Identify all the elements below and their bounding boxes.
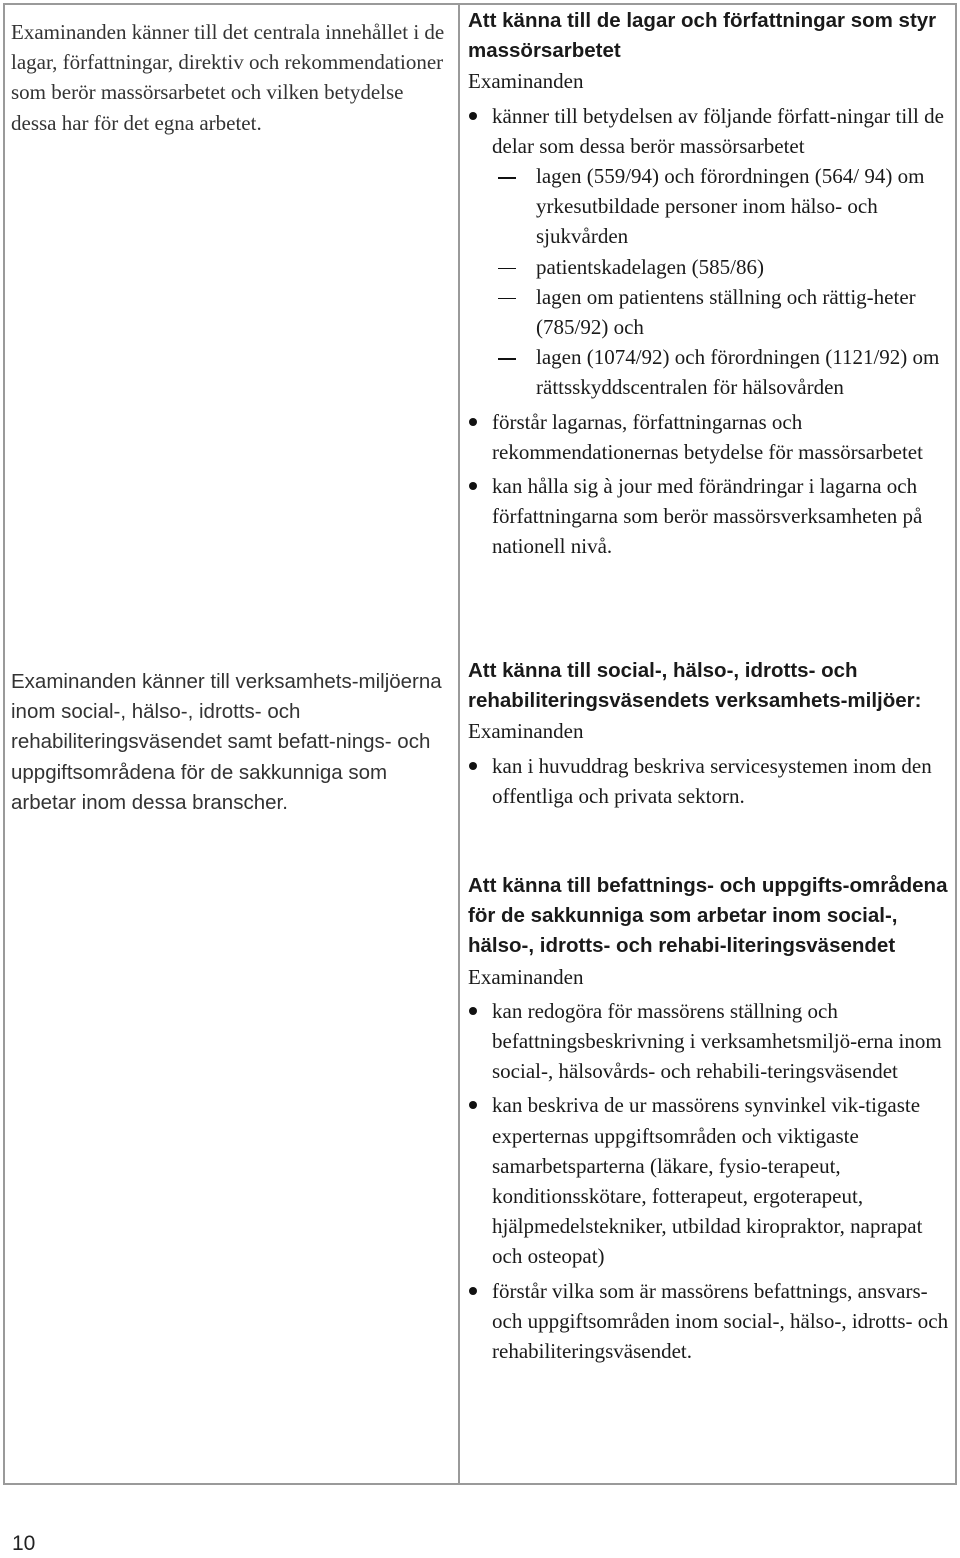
- section-heading: Att känna till befattnings- och uppgifts-områdena för de sakkunniga som arbetar inom social-, hälso-, idrotts- och rehabi-literingsväsendet: [468, 874, 948, 958]
- dash-item: lagen om patientens ställning och rättig-heter (785/92) och: [492, 282, 951, 342]
- dash-list: [492, 161, 951, 403]
- dash-item: patientskadelagen (585/86): [492, 252, 951, 282]
- bullet-list: [468, 996, 951, 1366]
- page-number: 10: [12, 1532, 36, 1555]
- bullet-item: förstår vilka som är massörens befattnings, ansvars- och uppgiftsområden inom social-, hälso-, idrotts- och rehabiliteringsväsendet.: [468, 1276, 951, 1367]
- bullet-item: förstår lagarnas, författningarnas och rekommendationernas betydelse för massörsarbetet: [468, 407, 951, 467]
- left-paragraph-1: Examinanden känner till det centrala innehållet i de lagar, författningar, direktiv och rekommendationer som berör massörsarbetet och vilken betydelse dessa har för det egna arbetet.: [11, 20, 445, 135]
- bullet-list: [468, 101, 951, 562]
- bullet-item: kan i huvuddrag beskriva servicesystemen inom den offentliga och privata sektorn.: [468, 751, 951, 811]
- bullet-item: kan redogöra för massörens ställning och befattningsbeskrivning i verksamhetsmiljö-erna inom social-, hälsovårds- och rehabili-teringsväsendet: [468, 996, 951, 1087]
- section-roles: [468, 871, 951, 1370]
- section-subhead: Examinanden: [468, 964, 584, 989]
- right-column: [458, 3, 957, 1485]
- left-column: [3, 3, 458, 1485]
- dash-item: lagen (559/94) och förordningen (564/ 94) om yrkesutbildade personer inom hälso- och sjukvården: [492, 161, 951, 252]
- bullet-item: kan hålla sig à jour med förändringar i lagarna och författningarna som berör massörsverksamheten på nationell nivå.: [468, 471, 951, 562]
- section-heading: Att känna till de lagar och författningar som styr massörsarbetet: [468, 9, 937, 63]
- section-environments: [468, 656, 951, 815]
- bullet-list: [468, 751, 951, 811]
- section-subhead: Examinanden: [468, 719, 584, 744]
- section-laws: [468, 6, 951, 566]
- bullet-item: kan beskriva de ur massörens synvinkel vik-tigaste experternas uppgiftsområden och viktigaste samarbetsparterna (läkare, fysio-terapeut, konditionsskötare, fotterapeut, ergoterapeut, hjälpmedelstekniker, utbildad kiropraktor, naprapat och osteopat): [468, 1090, 951, 1271]
- bullet-item: [468, 101, 951, 403]
- bullet-text: känner till betydelsen av följande författ-ningar till de delar som dessa berör massörsarbetet: [492, 103, 944, 158]
- left-paragraph-2: Examinanden känner till verksamhets-miljöerna inom social-, hälso-, idrotts- och rehabiliteringsväsendet samt befatt-nings- och uppgiftsområdena för de sakkunniga som arbetar inom dessa branscher.: [11, 670, 442, 814]
- section-subhead: Examinanden: [468, 69, 584, 94]
- document-table: [3, 3, 957, 1485]
- dash-item: lagen (1074/92) och förordningen (1121/92) om rättsskyddscentralen för hälsovården: [492, 342, 951, 402]
- section-heading: Att känna till social-, hälso-, idrotts- och rehabiliteringsväsendets verksamhets-miljöer:: [468, 659, 922, 713]
